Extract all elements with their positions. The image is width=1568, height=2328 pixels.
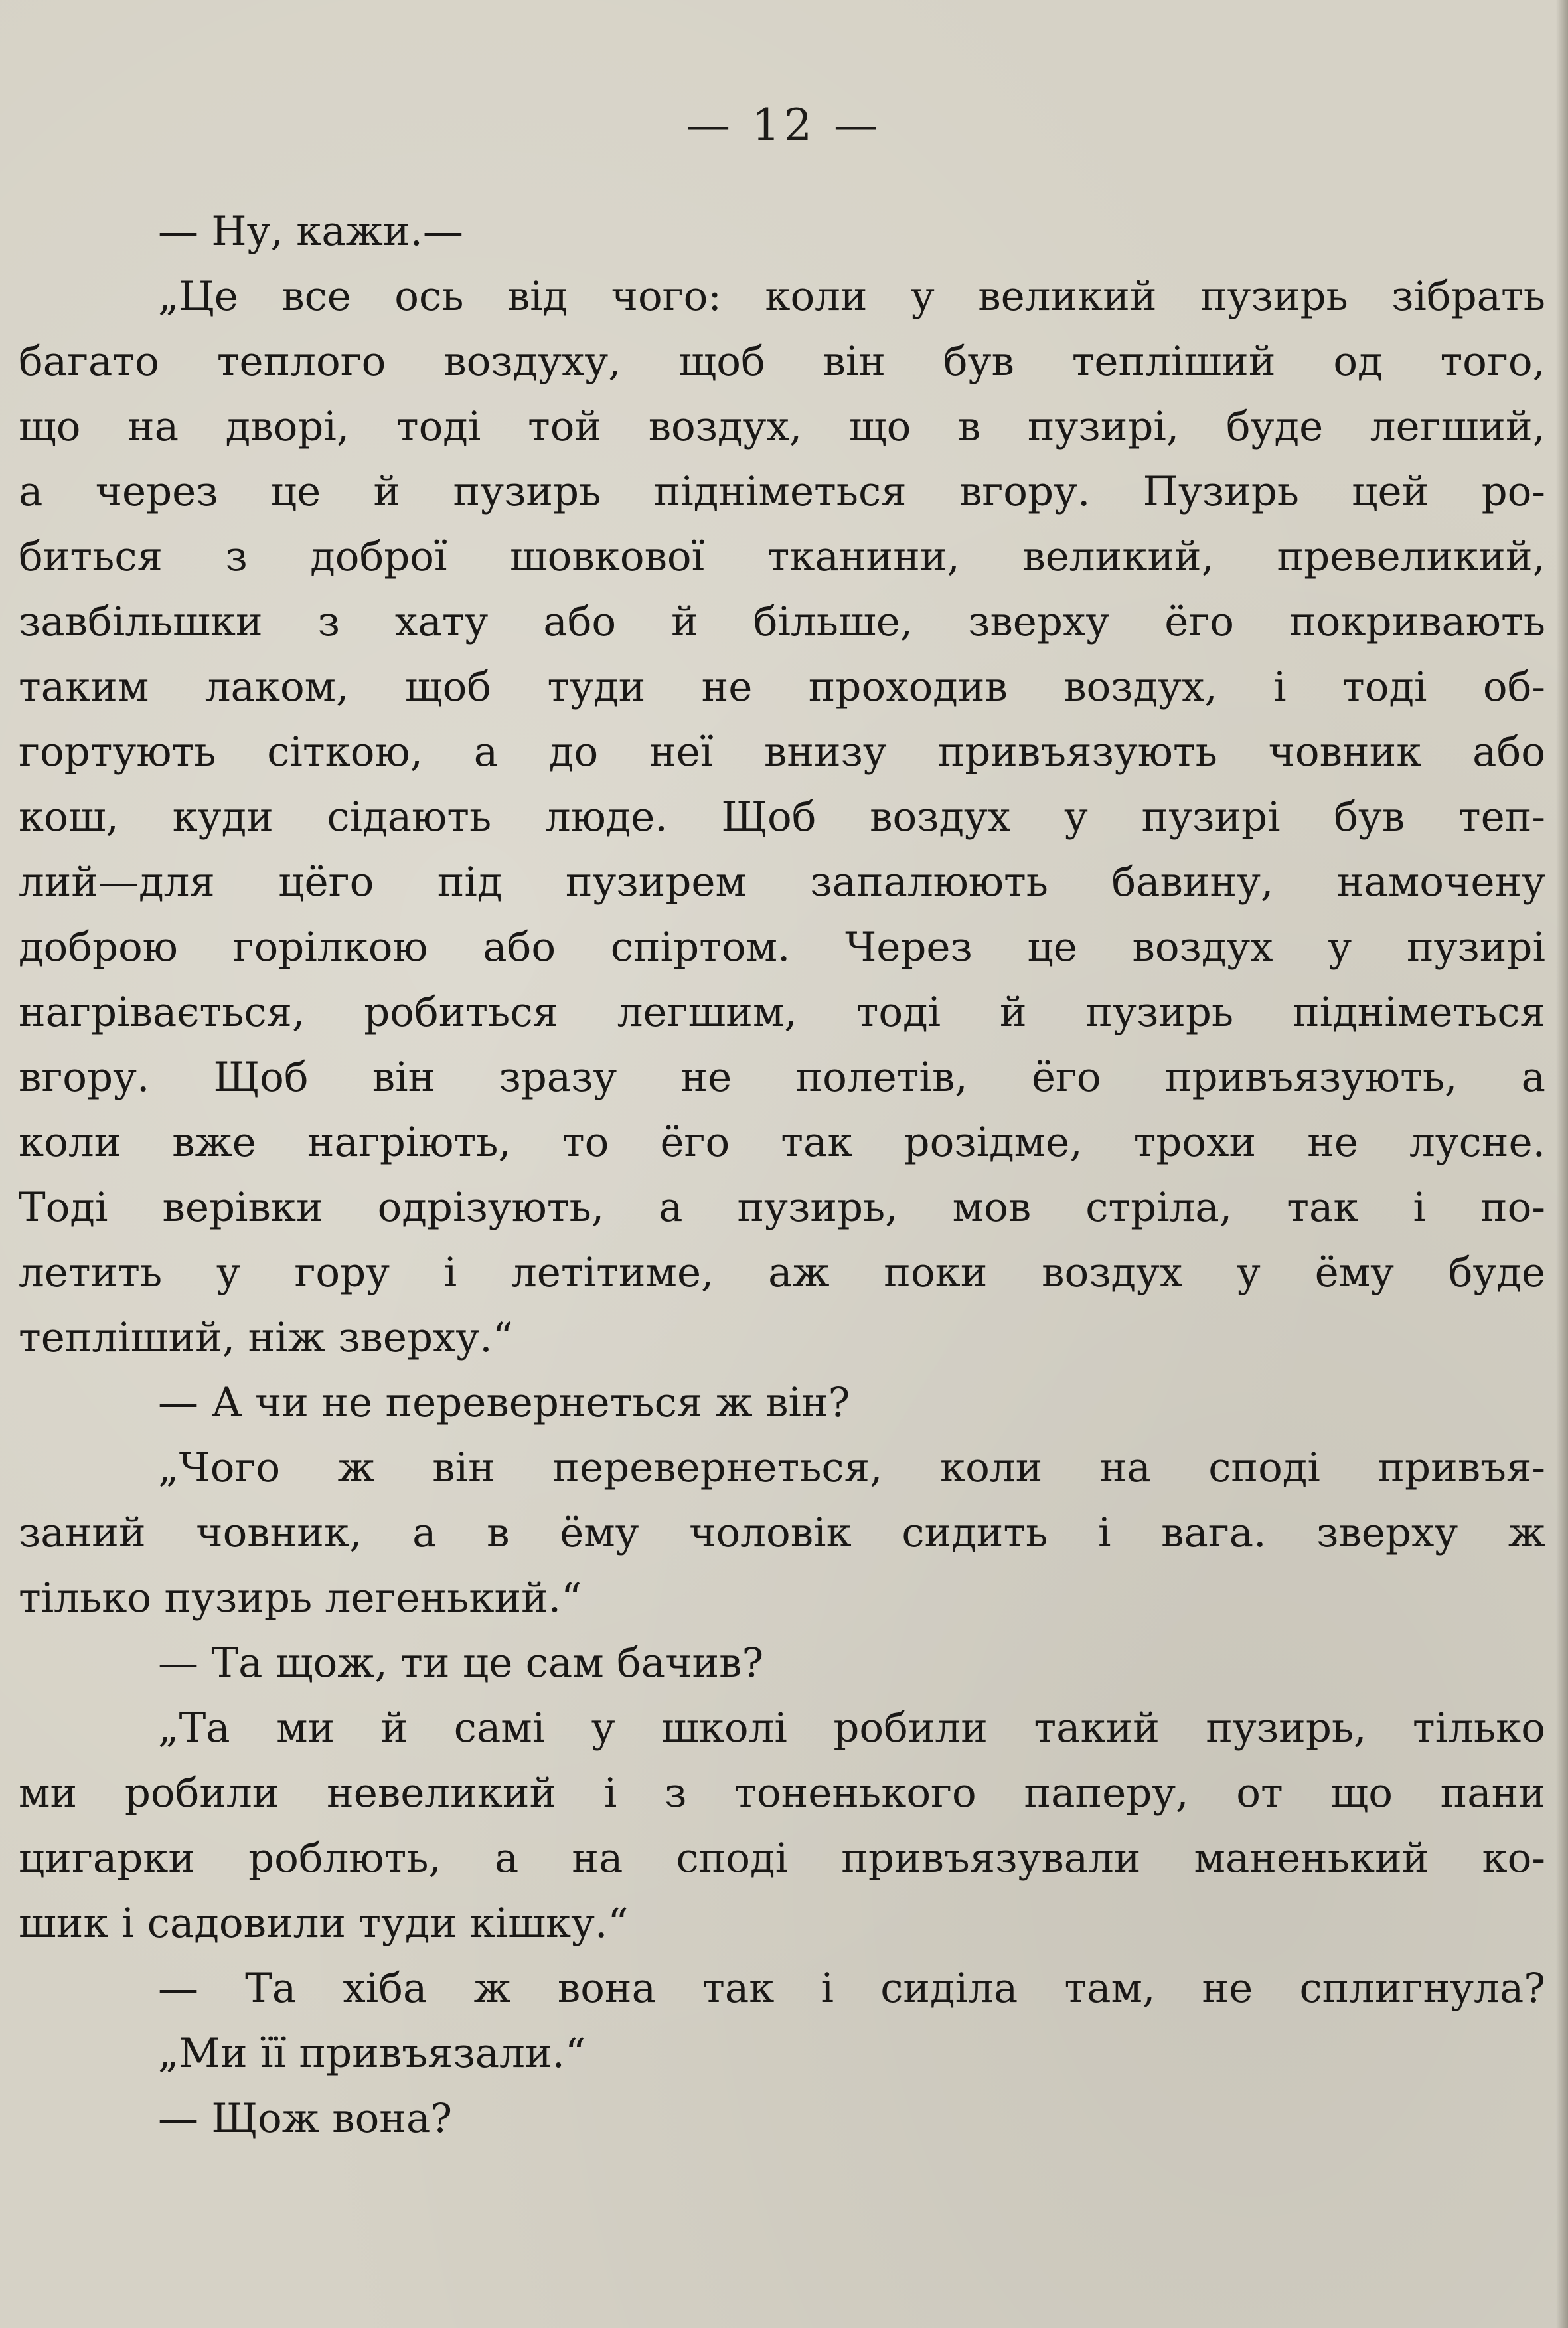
text-line: шик і садовили туди кішку.“ [19,1900,629,1947]
text-line: „Ми її привъязали.“ [158,2030,586,2077]
text-line: вгору. Щоб він зразу не полетів, ёго привъязують, а [19,1054,1545,1101]
text-line: „Чого ж він перевернеться, коли на споді привъя- [158,1444,1545,1491]
text-line: — Та щож, ти це сам бачив? [158,1639,764,1687]
text-line: биться з доброї шовкової тканини, великий, превеликий, [19,533,1545,580]
text-line: тепліший, ніж зверху.“ [19,1314,513,1361]
text-line: тілько пузирь легенький.“ [19,1574,582,1621]
page-edge-shadow [1556,0,1568,2328]
text-line: цигарки роблють, а на споді привъязували маненький ко- [19,1835,1545,1882]
text-line: летить у гору і летітиме, аж поки воздух у ёму буде [19,1249,1545,1296]
text-body [19,199,1545,2151]
text-line: кош, куди сідають люде. Щоб воздух у пузирі був теп- [19,793,1545,841]
text-line: а через це й пузирь підніметься вгору. Пузирь цей ро- [19,468,1545,515]
text-line: нагрівається, робиться легшим, тоді й пузирь підніметься [19,989,1545,1036]
text-line: — Ну, кажи.— [158,208,463,255]
text-line: ми робили невеликий і з тоненького паперу, от що пани [19,1770,1545,1817]
text-line: — Щож вона? [158,2095,453,2142]
text-line: таким лаком, щоб туди не проходив воздух, і тоді об- [19,663,1545,710]
text-line: коли вже нагріють, то ёго так розідме, трохи не лусне. [19,1119,1545,1166]
text-line: — А чи не перевернеться ж він? [158,1379,850,1426]
text-line: гортують сіткою, а до неї внизу привъязують човник або [19,728,1545,776]
text-line: „Та ми й самі у школі робили такий пузирь, тілько [158,1704,1545,1752]
text-line: доброю горілкою або спіртом. Через це воздух у пузирі [19,924,1545,971]
text-line: „Це все ось від чого: коли у великий пузирь зібрать [158,273,1545,320]
text-line: що на дворі, тоді той воздух, що в пузирі, буде легший, [19,403,1545,450]
text-line: — Та хіба ж вона так і сиділа там, не сплигнула? [158,1965,1545,2012]
text-line: багато теплого воздуху, щоб він був тепліший од того, [19,338,1545,385]
page-number: — 12 — [686,100,882,151]
text-line: Тоді верівки одрізують, а пузирь, мов стріла, так і по- [19,1184,1545,1231]
text-line: лий—для цёго під пузирем запалюють бавину, намочену [19,859,1545,906]
text-line: завбільшки з хату або й більше, зверху ёго покривають [19,598,1545,645]
text-line: заний човник, а в ёму чоловік сидить і вага. зверху ж [19,1509,1545,1556]
